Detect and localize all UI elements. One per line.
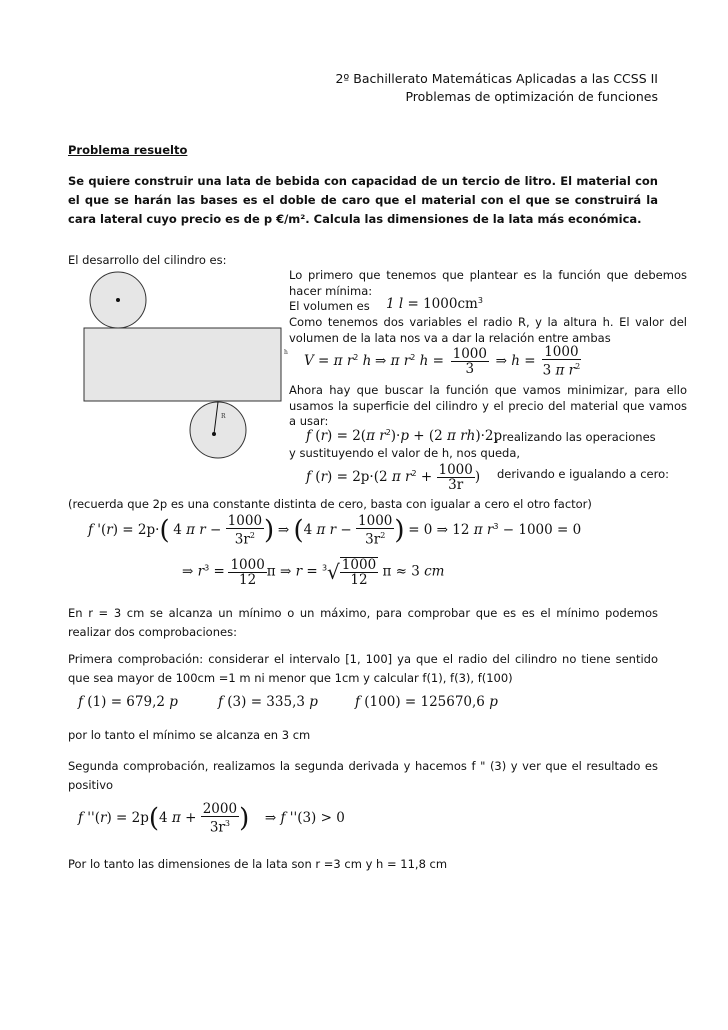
header-topic: Problemas de optimización de funciones [405,89,658,104]
derive-note: derivando e igualando a cero: [497,467,670,481]
bottom-base-center [212,432,216,436]
cylinder-net-figure [78,268,293,468]
eq-second-derivative: f ''(r) = 2p(4 π + $\frac{2000}{3r^3}$ ) ⇒ f ''(3) > 0 [78,801,345,836]
eq-solution: ⇒ $r^3$ = $\frac{1000}{12}$ π ⇒ r = $^3$√ $\frac{1000}{12}$ π ≈ 3 cm [182,556,445,588]
eq-derivative: f '(r) = 2p·( 4 π r − $\frac{1000}{3r^2}$ ) ⇒ (4 π r − $\frac{1000}{3r^2}$ ) = 0 ⇒ 12 π $r^3 - 1000 = 0$ [88,513,582,548]
label-r: R [221,413,226,420]
value-f100: f (100) = 125670,6 p [355,694,498,710]
ops-note: , realizando las operaciones [495,430,656,444]
right-column-text-1: Lo primero que tenemos que plantear es la función que debemos hacer mínima: [289,268,687,298]
eq-cost: f (r) = 2(π $r^2)\cdot p + (2$ π rh)·2p [306,428,503,444]
development-label: El desarrollo del cilindro es: [68,253,227,267]
label-h: h [284,349,288,356]
bottom-base-circle [190,402,246,458]
second-check-paragraph: Segunda comprobación, realizamos la segunda derivada y hacemos f " (3) y ver que el resultado es positivo [68,759,658,792]
header-course: 2º Bachillerato Matemáticas Aplicadas a las CCSS II [335,71,658,86]
lateral-face-rectangle [84,328,281,401]
value-f1: f (1) = 679,2 p [78,694,178,710]
eq-function: f (r) = 2p·(2 π $r^2$ + $\frac{1000}{3r}$ ) [306,462,481,493]
min-max-paragraph: En r = 3 cm se alcanza un mínimo o un máximo, para comprobar que es es el mínimo podemos realizar dos comprobaciones: [68,606,658,639]
right-column-text-3: Ahora hay que buscar la función que vamos minimizar, para ello usamos la superficie del cilindro y el precio del material que vamos a usar: [289,383,687,429]
top-base-center [116,298,120,302]
section-title: Problema resuelto [68,143,188,157]
problem-statement: Se quiere construir una lata de bebida con capacidad de un tercio de litro. El material con el que se harán las bases es el doble de caro que el material con el que se construirá la cara lateral cuyo precio es de p €/m². Calcula las dimensiones de la lata más económica. [68,174,658,226]
right-column-text-2: Como tenemos dos variables el radio R, y la altura h. El valor del volumen de la lata nos va a dar la relación entre ambas [289,315,687,345]
value-f3: f (3) = 335,3 p [218,694,318,710]
min-at-paragraph: por lo tanto el mínimo se alcanza en 3 cm [68,728,311,742]
conclusion: Por lo tanto las dimensiones de la lata son r =3 cm y h = 11,8 cm [68,857,448,871]
substitute-note: y sustituyendo el valor de h, nos queda, [289,446,521,460]
eq-volume: 1 $l = 1000cm^3$ [386,296,483,312]
eq-relation: V = π $r^2$ h ⇒ π $r^2$ h = $\frac{1000}{3}$ ⇒ h = $\frac{1000}{3 \pi r^2}$ [304,344,581,379]
reminder-note: (recuerda que 2p es una constante distinta de cero, basta con igualar a cero el otro factor) [68,497,592,511]
first-check-paragraph: Primera comprobación: considerar el intervalo [1, 100] ya que el radio del cilindro no tiene sentido que sea mayor de 100cm =1 m ni menor que 1cm y calcular f(1), f(3), f(100) [68,652,658,685]
volume-label: El volumen es [289,299,370,313]
